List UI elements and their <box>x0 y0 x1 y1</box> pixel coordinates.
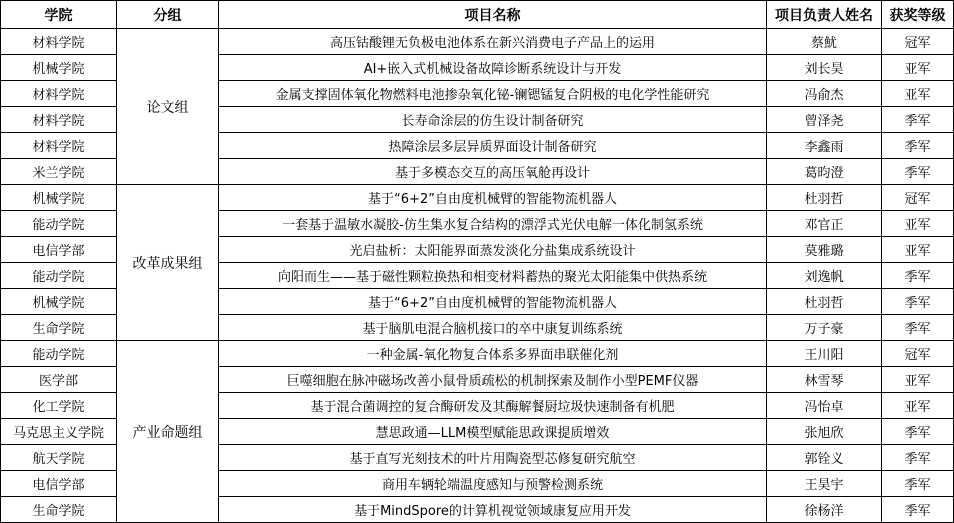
award-cell: 季军 <box>882 263 954 289</box>
leader-cell: 王昊宇 <box>767 471 882 497</box>
college-cell: 能动学院 <box>1 341 117 367</box>
college-cell: 化工学院 <box>1 393 117 419</box>
award-cell: 亚军 <box>882 367 954 393</box>
leader-cell: 王川阳 <box>767 341 882 367</box>
award-cell: 季军 <box>882 315 954 341</box>
project-cell: 向阳而生——基于磁性颗粒换热和相变材料蓄热的聚光太阳能集中供热系统 <box>219 263 767 289</box>
project-cell: 基于直写光刻技术的叶片用陶瓷型芯修复研究航空 <box>219 445 767 471</box>
project-cell: 金属支撑固体氧化物燃料电池掺杂氧化铋-镧锶锰复合阴极的电化学性能研究 <box>219 81 767 107</box>
award-cell: 季军 <box>882 159 954 185</box>
award-cell: 季军 <box>882 419 954 445</box>
leader-cell: 张旭欣 <box>767 419 882 445</box>
college-cell: 米兰学院 <box>1 159 117 185</box>
leader-cell: 万子豪 <box>767 315 882 341</box>
project-cell: 基于脑肌电混合脑机接口的卒中康复训练系统 <box>219 315 767 341</box>
project-cell: 基于MindSpore的计算机视觉领域康复应用开发 <box>219 497 767 523</box>
group-cell: 改革成果组 <box>117 185 219 341</box>
college-cell: 机械学院 <box>1 55 117 81</box>
header-award: 获奖等级 <box>882 1 954 29</box>
leader-cell: 刘逸帆 <box>767 263 882 289</box>
project-cell: AI+嵌入式机械设备故障诊断系统设计与开发 <box>219 55 767 81</box>
project-cell: 光启盐析：太阳能界面蒸发淡化分盐集成系统设计 <box>219 237 767 263</box>
project-cell: 一种金属-氧化物复合体系多界面串联催化剂 <box>219 341 767 367</box>
project-cell: 基于混合菌调控的复合酶研发及其酶解餐厨垃圾快速制备有机肥 <box>219 393 767 419</box>
leader-cell: 莫雅璐 <box>767 237 882 263</box>
college-cell: 材料学院 <box>1 133 117 159</box>
project-cell: 巨噬细胞在脉冲磁场改善小鼠骨质疏松的机制探索及制作小型PEMF仪器 <box>219 367 767 393</box>
award-cell: 亚军 <box>882 55 954 81</box>
project-cell: 慧思政通—LLM模型赋能思政课提质增效 <box>219 419 767 445</box>
project-cell: 长寿命涂层的仿生设计制备研究 <box>219 107 767 133</box>
award-cell: 亚军 <box>882 393 954 419</box>
leader-cell: 蔡魷 <box>767 29 882 55</box>
project-cell: 基于“6+2”自由度机械臂的智能物流机器人 <box>219 289 767 315</box>
college-cell: 能动学院 <box>1 263 117 289</box>
college-cell: 材料学院 <box>1 107 117 133</box>
leader-cell: 郭铨义 <box>767 445 882 471</box>
award-cell: 亚军 <box>882 211 954 237</box>
header-leader: 项目负责人姓名 <box>767 1 882 29</box>
leader-cell: 徐杨洋 <box>767 497 882 523</box>
award-cell: 亚军 <box>882 81 954 107</box>
award-cell: 季军 <box>882 133 954 159</box>
award-cell: 季军 <box>882 445 954 471</box>
table-row <box>1 341 954 367</box>
award-cell: 季军 <box>882 471 954 497</box>
project-cell: 热障涂层多层异质界面设计制备研究 <box>219 133 767 159</box>
leader-cell: 杜羽哲 <box>767 289 882 315</box>
college-cell: 航天学院 <box>1 445 117 471</box>
leader-cell: 杜羽哲 <box>767 185 882 211</box>
table-row <box>1 29 954 55</box>
leader-cell: 林雪琴 <box>767 367 882 393</box>
college-cell: 马克思主义学院 <box>1 419 117 445</box>
group-cell: 论文组 <box>117 29 219 185</box>
project-cell: 商用车辆轮端温度感知与预警检测系统 <box>219 471 767 497</box>
college-cell: 电信学部 <box>1 237 117 263</box>
leader-cell: 邓官正 <box>767 211 882 237</box>
leader-cell: 葛昀澄 <box>767 159 882 185</box>
college-cell: 机械学院 <box>1 289 117 315</box>
college-cell: 机械学院 <box>1 185 117 211</box>
header-project: 项目名称 <box>219 1 767 29</box>
award-cell: 冠军 <box>882 185 954 211</box>
college-cell: 医学部 <box>1 367 117 393</box>
college-cell: 能动学院 <box>1 211 117 237</box>
table-header-row <box>1 1 954 29</box>
table-row <box>1 185 954 211</box>
header-group: 分组 <box>117 1 219 29</box>
leader-cell: 李鑫雨 <box>767 133 882 159</box>
leader-cell: 刘长昊 <box>767 55 882 81</box>
college-cell: 生命学院 <box>1 315 117 341</box>
award-cell: 冠军 <box>882 341 954 367</box>
college-cell: 材料学院 <box>1 29 117 55</box>
award-cell: 亚军 <box>882 237 954 263</box>
header-college: 学院 <box>1 1 117 29</box>
award-cell: 季军 <box>882 497 954 523</box>
award-cell: 冠军 <box>882 29 954 55</box>
leader-cell: 冯俞杰 <box>767 81 882 107</box>
project-cell: 一套基于温敏水凝胶-仿生集水复合结构的漂浮式光伏电解一体化制氢系统 <box>219 211 767 237</box>
leader-cell: 冯怡卓 <box>767 393 882 419</box>
award-cell: 季军 <box>882 289 954 315</box>
award-cell: 季军 <box>882 107 954 133</box>
college-cell: 生命学院 <box>1 497 117 523</box>
project-cell: 高压钴酸锂无负极电池体系在新兴消费电子产品上的运用 <box>219 29 767 55</box>
group-cell: 产业命题组 <box>117 341 219 523</box>
college-cell: 材料学院 <box>1 81 117 107</box>
college-cell: 电信学部 <box>1 471 117 497</box>
project-cell: 基于多模态交互的高压氧舱再设计 <box>219 159 767 185</box>
project-cell: 基于“6+2”自由度机械臂的智能物流机器人 <box>219 185 767 211</box>
leader-cell: 曾泽尧 <box>767 107 882 133</box>
